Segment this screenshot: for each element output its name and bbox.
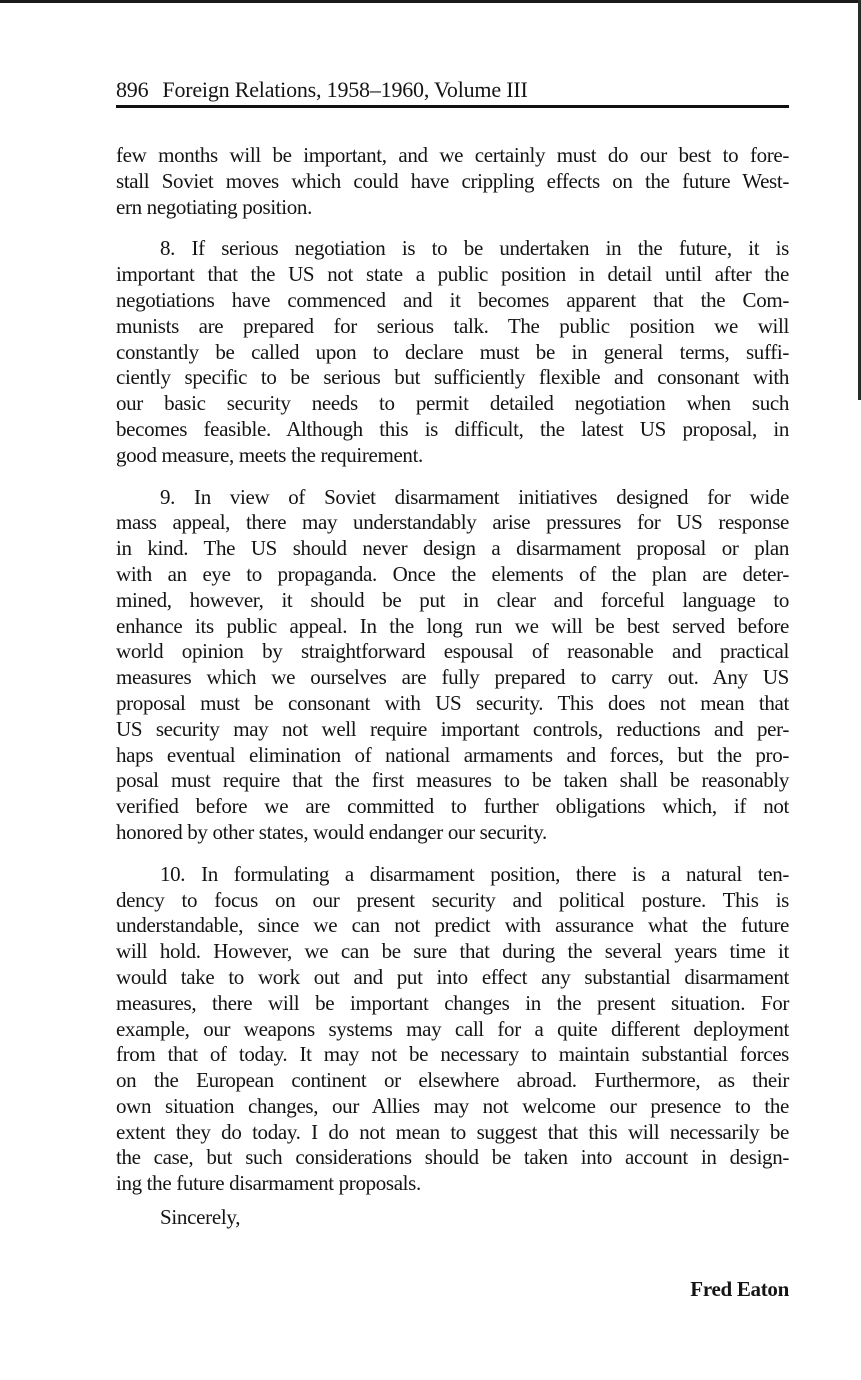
header-rule — [116, 105, 789, 108]
text-line: mined, however, it should be put in clear and forceful language to — [116, 587, 789, 612]
text-line: 10. In formulating a disarmament position, there is a natural ten- — [160, 861, 789, 886]
text-line: from that of today. It may not be necessary to maintain substantial forces — [116, 1042, 789, 1067]
text-line: US security may not well require important controls, reductions and per- — [116, 716, 789, 741]
paragraph-8 — [116, 236, 789, 468]
text-line: own situation changes, our Allies may not welcome our presence to the — [116, 1093, 789, 1118]
text-line: our basic security needs to permit detailed negotiation when such — [116, 391, 789, 416]
text-line: measures which we ourselves are fully prepared to carry out. Any US — [116, 665, 789, 690]
text-line: mass appeal, there may understandably arise pressures for US response — [116, 510, 789, 535]
text-line: the case, but such considerations should be taken into account in design- — [116, 1145, 789, 1170]
text-line: understandable, since we can not predict with assurance what the future — [116, 913, 789, 938]
text-line: world opinion by straightforward espousal of reasonable and practical — [116, 639, 789, 664]
text-line: with an eye to propaganda. Once the elements of the plan are deter- — [116, 561, 789, 586]
running-title: Foreign Relations, 1958–1960, Volume III — [162, 77, 528, 102]
running-header — [116, 77, 788, 103]
text-line: dency to focus on our present security and political posture. This is — [116, 887, 789, 912]
text-line: honored by other states, would endanger our security. — [116, 819, 547, 844]
paragraph-continuation — [116, 143, 789, 220]
text-line: few months will be important, and we certainly must do our best to fore- — [116, 143, 789, 167]
closing-salutation: Sincerely, — [160, 1205, 241, 1229]
text-line: would take to work out and put into effect any substantial disarmament — [116, 964, 789, 989]
text-line: verified before we are committed to further obligations which, if not — [116, 794, 789, 819]
text-line: 8. If serious negotiation is to be undertaken in the future, it is — [160, 236, 789, 261]
paragraph-10 — [116, 862, 789, 1197]
text-line: will hold. However, we can be sure that during the several years time it — [116, 939, 789, 964]
text-line: good measure, meets the requirement. — [116, 442, 423, 467]
text-line: 9. In view of Soviet disarmament initiatives designed for wide — [160, 484, 789, 509]
text-line: stall Soviet moves which could have crippling effects on the future West- — [116, 168, 789, 193]
document-body — [116, 143, 789, 1213]
scan-top-border — [0, 0, 861, 3]
text-line: ciently specific to be serious but sufficiently flexible and consonant with — [116, 365, 789, 390]
paragraph-9 — [116, 485, 789, 846]
text-line: in kind. The US should never design a disarmament proposal or plan — [116, 536, 789, 561]
text-line: extent they do today. I do not mean to suggest that this will necessarily be — [116, 1119, 789, 1144]
text-line: negotiations have commenced and it becomes apparent that the Com- — [116, 287, 789, 312]
text-line: proposal must be consonant with US security. This does not mean that — [116, 690, 789, 715]
text-line: posal must require that the first measures to be taken shall be reasonably — [116, 768, 789, 793]
text-line: ing the future disarmament proposals. — [116, 1171, 421, 1196]
text-line: important that the US not state a public position in detail until after the — [116, 262, 789, 287]
page-number: 896 — [116, 77, 149, 102]
text-line: haps eventual elimination of national armaments and forces, but the pro- — [116, 742, 789, 767]
signature: Fred Eaton — [690, 1277, 789, 1301]
text-line: on the European continent or elsewhere abroad. Furthermore, as their — [116, 1068, 789, 1093]
text-line: example, our weapons systems may call for a quite different deployment — [116, 1016, 789, 1041]
text-line: ern negotiating position. — [116, 194, 312, 219]
text-line: becomes feasible. Although this is difficult, the latest US proposal, in — [116, 416, 789, 441]
text-line: enhance its public appeal. In the long run we will be best served before — [116, 613, 789, 638]
text-line: measures, there will be important changes in the present situation. For — [116, 990, 789, 1015]
text-line: constantly be called upon to declare must be in general terms, suffi- — [116, 339, 789, 364]
text-line: munists are prepared for serious talk. The public position we will — [116, 313, 789, 338]
